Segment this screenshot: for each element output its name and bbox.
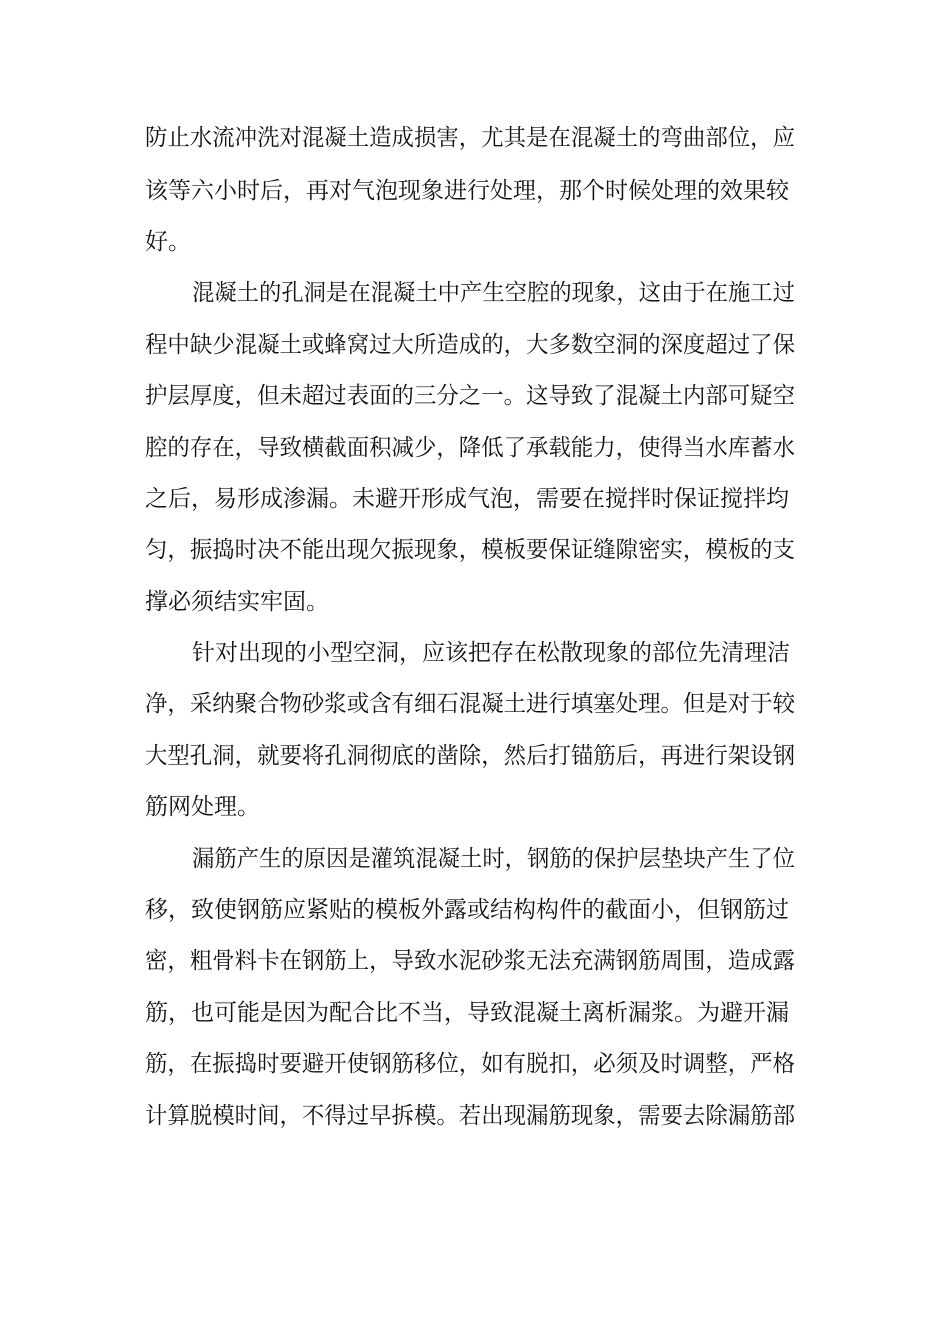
line-text: 好。: [145, 229, 191, 255]
text-line: [0, 633, 950, 673]
text-line: [0, 684, 950, 724]
text-line: [0, 582, 950, 622]
text-line: [0, 787, 950, 827]
line-text: 筋，在振捣时要避开使钢筋移位，如有脱扣，必须及时调整，严格: [145, 1051, 795, 1077]
line-text: 净，采纳聚合物砂浆或含有细石混凝土进行填塞处理。但是对于较: [145, 691, 795, 717]
line-text: 程中缺少混凝土或蜂窝过大所造成的，大多数空洞的深度超过了保: [145, 332, 795, 358]
line-text: 漏筋产生的原因是灌筑混凝土时，钢筋的保护层垫块产生了位: [192, 846, 795, 872]
text-line: [0, 1096, 950, 1136]
line-text: 筋网处理。: [145, 794, 260, 820]
line-text: 之后，易形成渗漏。未避开形成气泡，需要在搅拌时保证搅拌均: [145, 486, 789, 512]
text-line: [0, 428, 950, 468]
line-text: 大型孔洞，就要将孔洞彻底的凿除，然后打锚筋后，再进行架设钢: [145, 743, 795, 769]
line-text: 护层厚度，但未超过表面的三分之一。这导致了混凝土内部可疑空: [145, 383, 795, 409]
text-line: [0, 171, 950, 211]
text-line: [0, 376, 950, 416]
line-text: 混凝土的孔洞是在混凝土中产生空腔的现象，这由于在施工过: [192, 280, 795, 306]
text-line: [0, 736, 950, 776]
line-text: 筋，也可能是因为配合比不当，导致混凝土离析漏浆。为避开漏: [145, 1000, 789, 1026]
text-line: [0, 222, 950, 262]
line-text: 该等六小时后，再对气泡现象进行处理，那个时候处理的效果较: [145, 178, 789, 204]
line-text: 匀，振捣时决不能出现欠振现象，模板要保证缝隙密实，模板的支: [145, 537, 795, 563]
text-line: [0, 993, 950, 1033]
text-line: [0, 839, 950, 879]
line-text: 密，粗骨料卡在钢筋上，导致水泥砂浆无法充满钢筋周围，造成露: [145, 948, 795, 974]
text-line: [0, 479, 950, 519]
line-text: 针对出现的小型空洞，应该把存在松散现象的部位先清理洁: [192, 640, 790, 666]
line-text: 防止水流冲洗对混凝土造成损害，尤其是在混凝土的弯曲部位，应: [145, 125, 795, 151]
text-line: [0, 1044, 950, 1084]
text-line: [0, 118, 950, 158]
text-line: [0, 273, 950, 313]
line-text: 腔的存在，导致横截面积减少，降低了承载能力，使得当水库蓄水: [145, 435, 795, 461]
text-line: [0, 325, 950, 365]
text-line: [0, 890, 950, 930]
line-text: 计算脱模时间，不得过早拆模。若出现漏筋现象，需要去除漏筋部: [145, 1103, 795, 1129]
line-text: 撑必须结实牢固。: [145, 589, 329, 615]
line-text: 移，致使钢筋应紧贴的模板外露或结构构件的截面小，但钢筋过: [145, 897, 789, 923]
text-line: [0, 941, 950, 981]
text-line: [0, 530, 950, 570]
